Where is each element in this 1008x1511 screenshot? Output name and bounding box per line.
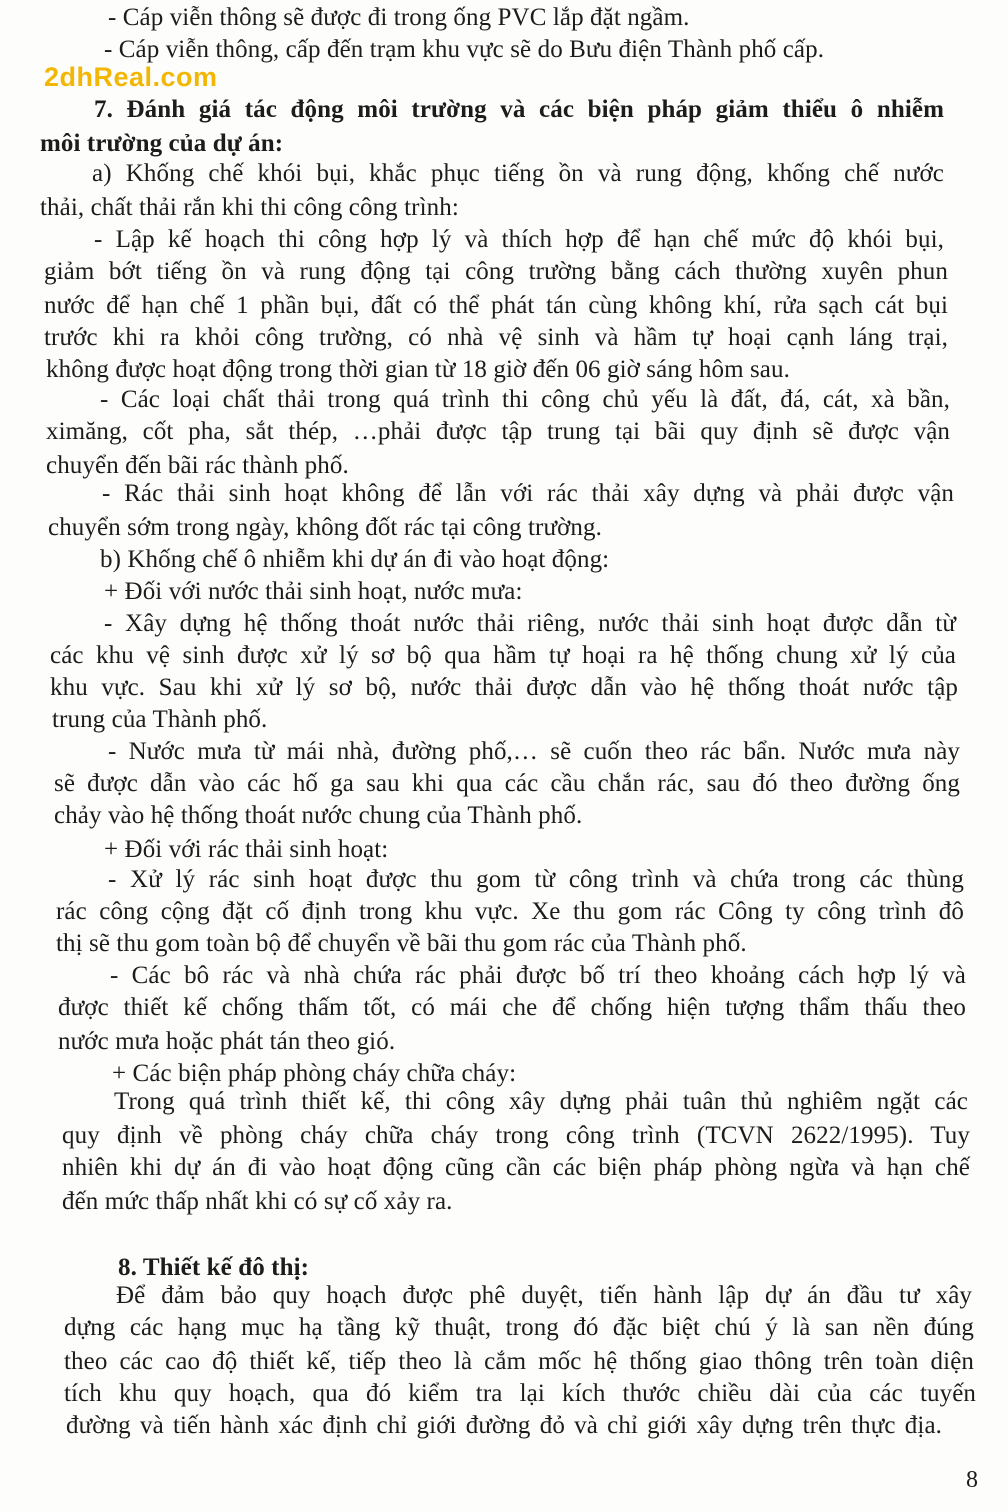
text-line: giảm bớt tiếng ồn và rung động tại công trường bằng cách thường xuyên phun [44, 258, 948, 285]
text-line: đường và tiến hành xác định chỉ giới đường đỏ và chỉ giới xây dựng trên thực địa. [66, 1412, 942, 1439]
text-line: sẽ được dẫn vào các hố ga sau khi qua các cầu chắn rác, sau đó theo đường ống [54, 770, 960, 797]
text-line: dựng các hạng mục hạ tầng kỹ thuật, trong đó đặc biệt chú ý là san nền đúng [64, 1314, 974, 1341]
text-line: - Rác thải sinh hoạt không để lẫn với rác thải xây dựng và phải được vận [102, 480, 954, 507]
text-line: tích khu quy hoạch, qua đó kiểm tra lại kích thước chiều dài của các tuyến [64, 1380, 976, 1407]
text-line: đến mức thấp nhất khi có sự cố xảy ra. [62, 1188, 453, 1215]
text-line: trước khi ra khỏi công trường, có nhà vệ sinh và hầm tự hoại cạnh láng trại, [44, 324, 948, 351]
text-line: khu vực. Sau khi xử lý sơ bộ, nước thải được dẫn vào hệ thống thoát nước tập [50, 674, 958, 701]
text-line: chuyển đến bãi rác thành phố. [46, 452, 349, 479]
text-line: chuyển sớm trong ngày, không đốt rác tại công trường. [48, 514, 602, 541]
text-line: thị sẽ thu gom toàn bộ để chuyển về bãi thu gom rác của Thành phố. [56, 930, 747, 957]
text-line: rác công cộng đặt cố định trong khu vực. Xe thu gom rác Công ty công trình đô [56, 898, 964, 925]
text-line: - Lập kế hoạch thi công hợp lý và thích hợp để hạn chế mức độ khói bụi, [94, 226, 944, 253]
text-line: được thiết kế chống thấm tốt, có mái che để chống hiện tượng thẩm thấu theo [58, 994, 966, 1021]
text-line: - Cáp viễn thông sẽ được đi trong ống PVC lắp đặt ngầm. [108, 4, 690, 31]
text-line: - Cáp viễn thông, cấp đến trạm khu vực sẽ do Bưu điện Thành phố cấp. [104, 36, 825, 63]
watermark: 2dhReal.com [44, 62, 218, 92]
text-line: - Các bô rác và nhà chứa rác phải được bố trí theo khoảng cách hợp lý và [110, 962, 966, 989]
text-line: - Xử lý rác sinh hoạt được thu gom từ công trình và chứa trong các thùng [108, 866, 964, 893]
text-line: Trong quá trình thiết kế, thi công xây dựng phải tuân thủ nghiêm ngặt các [114, 1088, 968, 1115]
section-heading: môi trường của dự án: [40, 130, 284, 157]
text-line: trung của Thành phố. [52, 706, 268, 733]
text-line: theo các cao độ thiết kế, tiếp theo là cắm mốc hệ thống giao thông trên toàn diện [64, 1348, 974, 1375]
text-line: chảy vào hệ thống thoát nước chung của Thành phố. [54, 802, 583, 829]
section-heading: 7. Đánh giá tác động môi trường và các biện pháp giảm thiểu ô nhiễm [94, 96, 944, 123]
text-line: b) Khống chế ô nhiễm khi dự án đi vào hoạt động: [100, 546, 610, 573]
text-line: + Đối với nước thải sinh hoạt, nước mưa: [104, 578, 523, 605]
section-heading: 8. Thiết kế đô thị: [118, 1254, 310, 1281]
text-line: - Các loại chất thải trong quá trình thi công chủ yếu là đất, đá, cát, xà bần, [100, 386, 950, 413]
text-line: + Đối với rác thải sinh hoạt: [104, 836, 389, 863]
text-line: - Xây dựng hệ thống thoát nước thải riêng, nước thải sinh hoạt được dẫn từ [104, 610, 956, 637]
text-line: Để đảm bảo quy hoạch được phê duyệt, tiến hành lập dự án đầu tư xây [116, 1282, 972, 1309]
text-line: quy định về phòng cháy chữa cháy trong công trình (TCVN 2622/1995). Tuy [62, 1122, 970, 1149]
text-line: + Các biện pháp phòng cháy chữa cháy: [112, 1060, 517, 1087]
text-line: - Nước mưa từ mái nhà, đường phố,… sẽ cuốn theo rác bẩn. Nước mưa này [108, 738, 960, 765]
text-line: các khu vệ sinh được xử lý sơ bộ qua hầm tự hoại ra hệ thống chung xử lý của [50, 642, 956, 669]
page-number: 8 [966, 1467, 978, 1493]
text-line: thải, chất thải rắn khi thi công công trình: [40, 194, 459, 221]
text-line: ximăng, cốt pha, sắt thép, …phải được tập trung tại bãi quy định sẽ được vận [46, 418, 950, 445]
text-line: a) Khống chế khói bụi, khắc phục tiếng ồn và rung động, khống chế nước [92, 160, 944, 187]
text-line: nước mưa hoặc phát tán theo gió. [58, 1028, 396, 1055]
text-line: nhiên khi dự án đi vào hoạt động cũng cần các biện pháp phòng ngừa và hạn chế [62, 1154, 970, 1181]
text-line: nước để hạn chế 1 phần bụi, đất có thể phát tán cùng không khí, rửa sạch cát bụi [44, 292, 948, 319]
text-line: không được hoạt động trong thời gian từ 18 giờ đến 06 giờ sáng hôm sau. [46, 356, 790, 383]
